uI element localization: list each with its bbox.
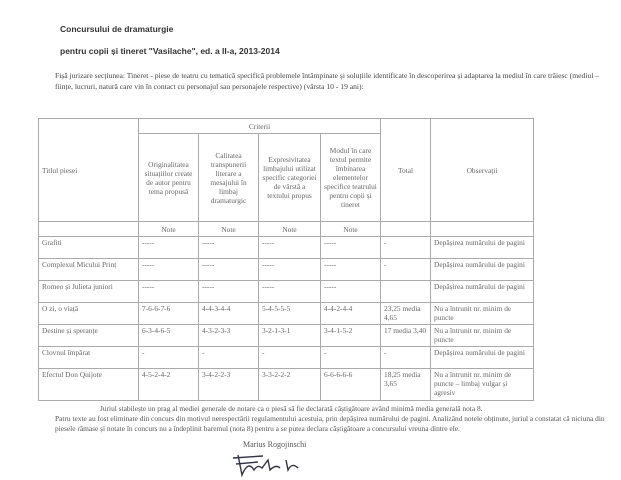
cell-c1: - [139, 347, 199, 369]
cell-c3: ----- [259, 259, 321, 281]
cell-c4: 6-6-6-6-6 [321, 369, 381, 401]
cell-c2: ----- [199, 237, 259, 259]
cell-total: - [381, 237, 431, 259]
table-row [39, 325, 534, 347]
cell-c4: ----- [321, 281, 381, 303]
cell-c4: - [321, 347, 381, 369]
table-row [39, 237, 534, 259]
table-row [39, 369, 534, 401]
table-row [39, 347, 534, 369]
document-subtitle: pentru copii și tineret "Vasilache", ed. a II-a, 2013-2014 [60, 46, 280, 56]
cell-title: Complexul Micului Prinț [39, 259, 139, 281]
note-label: Note [321, 222, 381, 237]
cell-total: 18,25 media 3,65 [381, 369, 431, 401]
cell-total [381, 281, 431, 303]
cell-obs: Depășirea numărului de pagini [431, 281, 534, 303]
cell-c3: 5-4-5-5-5 [259, 303, 321, 325]
cell-c2: 4-4-3-4-4 [199, 303, 259, 325]
conclusion-p2: Patru texte au fost eliminate din concurs din motivul nerespectării regulamentului acestuia, prin depășirea numărului de pagini. Analizând notele obținute, juriul a constatat că niciuna din piesele rămase și notate în concurs nu a îndeplinit baremul (nota 8) pentru a se putea declara câștigătoare a concursului vreuna dintre ele. [55, 414, 605, 433]
cell-c4: 4-4-2-4-4 [321, 303, 381, 325]
jury-table [38, 118, 534, 401]
cell-c2: 4-3-2-3-3 [199, 325, 259, 347]
cell-c3: - [259, 347, 321, 369]
cell-title: Efectul Don Quijote [39, 369, 139, 401]
cell-total: 23,25 media 4,65 [381, 303, 431, 325]
cell-c3: ----- [259, 237, 321, 259]
cell-c1: ----- [139, 237, 199, 259]
note-label: Note [139, 222, 199, 237]
cell-c4: 3-4-1-5-2 [321, 325, 381, 347]
cell-c3: 3-3-2-2-2 [259, 369, 321, 401]
cell-total: - [381, 347, 431, 369]
cell-total: - [381, 259, 431, 281]
conclusion [55, 404, 615, 434]
header-criteria: Criterii [139, 119, 381, 134]
cell-c1: 7-6-6-7-6 [139, 303, 199, 325]
criterion-2: Calitatea transpunerii literare a mesajului în limbaj dramaturgic [199, 134, 259, 222]
header-observations: Observații [431, 119, 534, 222]
cell-obs: Depășirea numărului de pagini [431, 237, 534, 259]
cell-c2: - [199, 347, 259, 369]
signature-scribble [228, 450, 348, 478]
cell-obs: Nu a întrunit nr. minim de puncte [431, 303, 534, 325]
cell-c2: 3-4-2-2-3 [199, 369, 259, 401]
signatory-name: Marius Rogojinschi [243, 440, 307, 449]
header-title: Titlul piesei [39, 119, 139, 222]
cell-obs: Nu a întrunit nr. minim de puncte [431, 325, 534, 347]
cell-title: Clovnul împărat [39, 347, 139, 369]
cell-title: Grafiti [39, 237, 139, 259]
cell-c2: ----- [199, 259, 259, 281]
criterion-3: Expresivitatea limbajului utilizat specific categoriei de vârstă a textului propus [259, 134, 321, 222]
cell-c1: ----- [139, 281, 199, 303]
note-label: Note [199, 222, 259, 237]
cell-c2: ----- [199, 281, 259, 303]
cell-c4: ----- [321, 259, 381, 281]
cell-c4: ----- [321, 237, 381, 259]
table-row [39, 259, 534, 281]
criterion-1: Originalitatea situațiilor create de autor pentru tema propusă [139, 134, 199, 222]
header-total: Total [381, 119, 431, 222]
cell-c1: ----- [139, 259, 199, 281]
cell-c1: 4-5-2-4-2 [139, 369, 199, 401]
section-description: Fișă jurizare secțiunea: Tineret - piese de teatru cu tematică specifică problemele întâmpinate și soluțiile identificate în descoperirea și adaptarea la mediul în care trăiesc (mediul – ființe, lucruri, natură care vin în contact cu personajul sau personajele respective) (vârsta 10 - 19 ani): [55, 71, 599, 91]
criterion-4: Modul în care textul permite îmbinarea elementelor specifice teatrului pentru copii și tineret [321, 134, 381, 222]
note-label: Note [259, 222, 321, 237]
table-row [39, 303, 534, 325]
cell-c3: ----- [259, 281, 321, 303]
conclusion-p1: Juriul stabilește un prag al mediei generale de notare ca o piesă să fie declarată câștigătoare având minimă media generală nota 8. [100, 404, 483, 413]
cell-obs: Depășirea numărului de pagini [431, 259, 534, 281]
cell-obs: Nu a întrunit nr. minim de puncte – limbaj vulgar și agresiv [431, 369, 534, 401]
cell-title: O zi, o viață [39, 303, 139, 325]
document-title: Concursului de dramaturgie [60, 24, 174, 34]
cell-obs: Depășirea numărului de pagini [431, 347, 534, 369]
table-row [39, 281, 534, 303]
cell-c1: 6-3-4-6-5 [139, 325, 199, 347]
cell-title: Destine și speranțe [39, 325, 139, 347]
cell-c3: 3-2-1-3-1 [259, 325, 321, 347]
cell-title: Romeo și Julieta juniori [39, 281, 139, 303]
cell-total: 17 media 3,40 [381, 325, 431, 347]
